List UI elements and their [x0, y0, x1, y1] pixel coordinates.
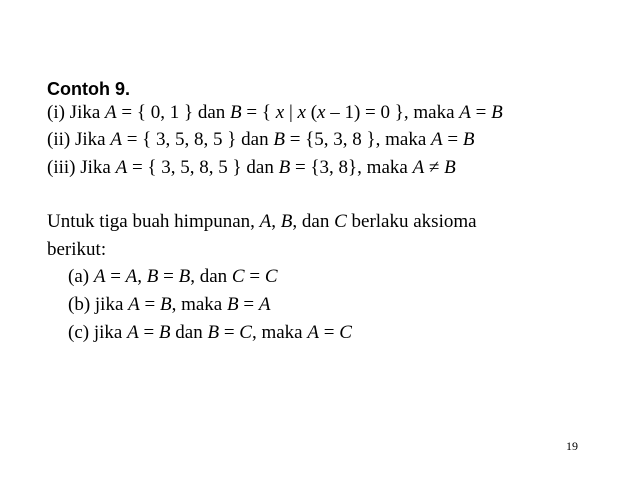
axiom-a: (a) A = A, B = B, dan C = C [68, 266, 278, 287]
axiom-b: (b) jika A = B, maka B = A [68, 294, 271, 315]
paragraph-line-1: Untuk tiga buah himpunan, A, B, dan C berlaku aksioma [47, 211, 477, 232]
example-iii: (iii) Jika A = { 3, 5, 8, 5 } dan B = {3, 8}, maka A ≠ B [47, 157, 456, 178]
example-ii: (ii) Jika A = { 3, 5, 8, 5 } dan B = {5, 3, 8 }, maka A = B [47, 129, 475, 150]
example-i: (i) Jika A = { 0, 1 } dan B = { x | x (x – 1) = 0 }, maka A = B [47, 102, 503, 123]
paragraph-line-2: berikut: [47, 239, 107, 260]
axiom-c: (c) jika A = B dan B = C, maka A = C [68, 322, 352, 343]
page-number: 19 [566, 439, 578, 453]
example-title: Contoh 9. [47, 79, 130, 99]
